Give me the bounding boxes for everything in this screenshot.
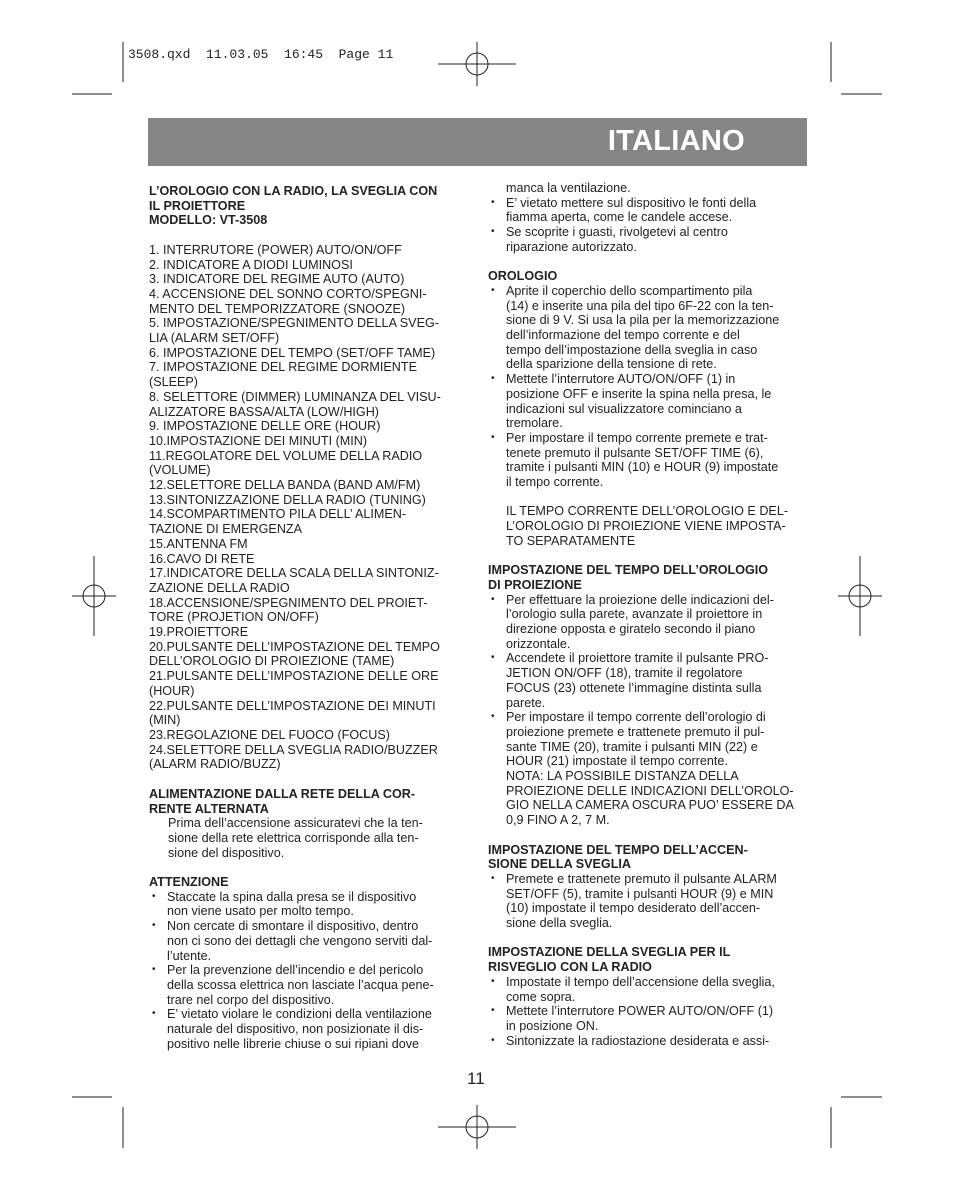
parts-list-line: 17.INDICATORE DELLA SCALA DELLA SINTONIZ- [149, 566, 439, 581]
parts-list-line: 5. IMPOSTAZIONE/SPEGNIMENTO DELLA SVEG- [149, 316, 439, 331]
text-line: sione del dispositivo. [168, 845, 285, 860]
note-line: TO SEPARATAMENTE [506, 533, 636, 548]
parts-list-line: 22.PULSANTE DELL’IMPOSTAZIONE DEI MINUTI [149, 698, 436, 713]
bullet-item [488, 872, 810, 931]
attention-heading: ATTENZIONE [149, 875, 229, 889]
bullet-line: sione della sveglia. [506, 916, 613, 931]
alarm-heading [488, 843, 810, 872]
bullet-line: GIO NELLA CAMERA OSCURA PUO’ ESSERE DA [506, 798, 794, 813]
bullet-line: • Per effettuare la proiezione delle indicazioni del- [506, 592, 774, 607]
heading-line: IMPOSTAZIONE DEL TEMPO DELL’OROLOGIO [488, 563, 769, 578]
bullet-line: 0,9 FINO A 2, 7 M. [506, 813, 610, 828]
bullet-line: fiamma aperta, come le candele accese. [506, 210, 733, 225]
heading-line: DI PROIEZIONE [488, 577, 582, 592]
bullet-line: l’utente. [167, 948, 212, 963]
bullet-line: • Non cercate di smontare il dispositivo, dentro [167, 919, 419, 934]
bullet-line: SET/OFF (5), tramite i pulsanti HOUR (9) e MIN [506, 886, 774, 901]
printer-slug: 3508.qxd 11.03.05 16:45 Page 11 [128, 47, 394, 62]
parts-list-item [149, 552, 469, 567]
bullet-line: tramite i pulsanti MIN (10) e HOUR (9) impostate [506, 460, 779, 475]
parts-list-item [149, 346, 469, 361]
parts-list-line: TAZIONE DI EMERGENZA [149, 522, 303, 537]
bullet-line: l’orologio sulla parete, avanzate il proiettore in [506, 607, 763, 622]
clock-list [488, 284, 810, 490]
parts-list-item [149, 669, 469, 698]
bullet-item [149, 890, 469, 919]
note-line: L’OROLOGIO DI PROIEZIONE VIENE IMPOSTA- [506, 519, 786, 534]
warning-list-continued [488, 196, 810, 255]
bullet-line: • E’ vietato violare le condizioni della ventilazione [167, 1007, 432, 1022]
bullet-line: (14) e inserite una pila del tipo 6F-22 con la ten- [506, 298, 774, 313]
text-line: Prima dell’accensione assicuratevi che la ten- [168, 816, 423, 831]
parts-list-line: (MIN) [149, 713, 181, 728]
bullet-line: • E’ vietato mettere sul dispositivo le fonti della [506, 195, 757, 210]
parts-list-item [149, 478, 469, 493]
heading-line: ALIMENTAZIONE DALLA RETE DELLA COR- [149, 786, 416, 801]
product-title-line: L’OROLOGIO CON LA RADIO, LA SVEGLIA CON [149, 184, 438, 198]
bullet-line: • Premete e trattenete premuto il pulsante ALARM [506, 871, 777, 886]
parts-list-item [149, 625, 469, 640]
parts-list-line: 13.SINTONIZZAZIONE DELLA RADIO (TUNING) [149, 492, 426, 507]
bullet-line: tremolare. [506, 416, 563, 431]
page-number: 11 [467, 1069, 485, 1088]
bullet-line: PROIEZIONE DELLE INDICAZIONI DELL’OROLO- [506, 783, 794, 798]
bullet-line: tempo dell’impostazione della sveglia in caso [506, 342, 758, 357]
parts-list-item [149, 258, 469, 273]
parts-list-line: 1. INTERRUTORE (POWER) AUTO/ON/OFF [149, 242, 402, 257]
parts-list-item [149, 596, 469, 625]
bullet-line: della scossa elettrica non lasciate l’acqua pene- [167, 977, 434, 992]
bullet-line: • Impostate il tempo dell’accensione della sveglia, [506, 974, 775, 989]
parts-list-line: 4. ACCENSIONE DEL SONNO CORTO/SPEGNI- [149, 286, 427, 301]
bullet-line: • Mettete l’interrutore POWER AUTO/ON/OFF (1) [506, 1004, 774, 1019]
left-column [149, 184, 469, 1051]
bullet-line: indicazioni sul visualizzatore cominciano a [506, 401, 742, 416]
parts-list-item [149, 728, 469, 743]
alarm-list [488, 872, 810, 931]
parts-list-item [149, 419, 469, 434]
bullet-line: • Sintonizzate la radiostazione desiderata e assi- [506, 1033, 770, 1048]
parts-list-item [149, 537, 469, 552]
parts-list-line: 19.PROIETTORE [149, 625, 249, 640]
text-line: sione della rete elettrica corrisponde alla ten- [168, 830, 419, 845]
continued-text: manca la ventilazione. [506, 181, 631, 195]
heading-line: SIONE DELLA SVEGLIA [488, 857, 631, 872]
bullet-item [149, 1007, 469, 1051]
parts-list-item [149, 434, 469, 449]
radio-alarm-list [488, 975, 810, 1049]
parts-list-line: 6. IMPOSTAZIONE DEL TEMPO (SET/OFF TAME) [149, 345, 436, 360]
bullet-line: non viene usato per molto tempo. [167, 904, 354, 919]
parts-list-line: LIA (ALARM SET/OFF) [149, 331, 280, 346]
parts-list-line: (SLEEP) [149, 375, 198, 390]
clock-heading: OROLOGIO [488, 269, 558, 284]
parts-list-item [149, 566, 469, 595]
bullet-line: • Accendete il proiettore tramite il pulsante PRO- [506, 651, 769, 666]
parts-list-line: 3. INDICATORE DEL REGIME AUTO (AUTO) [149, 272, 405, 287]
bullet-item [488, 196, 810, 225]
parts-list-line: 9. IMPOSTAZIONE DELLE ORE (HOUR) [149, 419, 381, 434]
bullet-item [488, 372, 810, 431]
parts-list-line: 11.REGOLATORE DEL VOLUME DELLA RADIO [149, 448, 423, 463]
bullet-line: • Per impostare il tempo corrente dell’orologio di [506, 710, 766, 725]
parts-list-line: 20.PULSANTE DELL’IMPOSTAZIONE DEL TEMPO [149, 639, 440, 654]
bullet-line: tenete premuto il pulsante SET/OFF TIME (6), [506, 445, 764, 460]
parts-list-item [149, 316, 469, 345]
power-supply-text [149, 816, 469, 860]
radio-alarm-heading [488, 945, 810, 974]
bullet-item [488, 651, 810, 710]
parts-list-line: TORE (PROJETION ON/OFF) [149, 610, 319, 625]
product-title-line: IL PROIETTORE [149, 198, 246, 213]
bullet-item [488, 431, 810, 490]
clock-note [488, 504, 810, 548]
parts-list-item [149, 699, 469, 728]
bullet-item [488, 975, 810, 1004]
parts-list-line: (VOLUME) [149, 463, 211, 478]
parts-list-item [149, 272, 469, 287]
product-model: MODELLO: VT-3508 [149, 213, 268, 228]
parts-list-line: 23.REGOLAZIONE DEL FUOCO (FOCUS) [149, 728, 390, 742]
bullet-item [488, 593, 810, 652]
parts-list-item [149, 243, 469, 258]
parts-list-item [149, 449, 469, 478]
bullet-line: • Mettete l’interrutore AUTO/ON/OFF (1) in [506, 372, 736, 387]
bullet-item [488, 225, 810, 254]
bullet-line: riparazione autorizzato. [506, 239, 637, 254]
bullet-line: trare nel corpo del dispositivo. [167, 992, 335, 1007]
parts-list-line: 24.SELETTORE DELLA SVEGLIA RADIO/BUZZER [149, 742, 438, 757]
bullet-line: direzione opposta e giratelo secondo il piano [506, 622, 756, 637]
parts-list-item [149, 287, 469, 316]
bullet-line: naturale del dispositivo, non posizionate il dis- [167, 1022, 424, 1037]
parts-list-item [149, 743, 469, 772]
bullet-line: orizzontale. [506, 636, 571, 651]
heading-line: IMPOSTAZIONE DELLA SVEGLIA PER IL [488, 945, 731, 960]
parts-list-line: (ALARM RADIO/BUZZ) [149, 757, 281, 772]
parts-list-line: 7. IMPOSTAZIONE DEL REGIME DORMIENTE [149, 360, 417, 375]
bullet-line: HOUR (21) impostate il tempo corrente. [506, 754, 728, 769]
bullet-item [149, 919, 469, 963]
bullet-item [488, 1004, 810, 1033]
bullet-line: positivo nelle librerie chiuse o sui ripiani dove [167, 1036, 420, 1051]
parts-list-line: 18.ACCENSIONE/SPEGNIMENTO DEL PROIET- [149, 595, 428, 610]
parts-list-line: (HOUR) [149, 683, 195, 698]
bullet-line: • Per impostare il tempo corrente premete e trat- [506, 430, 768, 445]
bullet-line: come sopra. [506, 989, 576, 1004]
parts-list-line: DELL’OROLOGIO DI PROIEZIONE (TAME) [149, 654, 395, 669]
parts-list-line: ALIZZATORE BASSA/ALTA (LOW/HIGH) [149, 404, 379, 419]
parts-list-item [149, 507, 469, 536]
bullet-line: il tempo corrente. [506, 475, 604, 490]
parts-list-line: ZAZIONE DELLA RADIO [149, 580, 290, 595]
parts-list-item [149, 360, 469, 389]
bullet-item [488, 710, 810, 828]
bullet-line: posizione OFF e inserite la spina nella presa, le [506, 386, 772, 401]
parts-list-line: 21.PULSANTE DELL’IMPOSTAZIONE DELLE ORE [149, 669, 439, 684]
bullet-item [488, 284, 810, 372]
power-supply-heading [149, 787, 469, 816]
language-banner [148, 118, 807, 166]
right-column [488, 181, 810, 1048]
parts-list [149, 243, 469, 772]
projection-heading [488, 563, 810, 592]
bullet-line: proiezione premete e trattenete premuto il pul- [506, 724, 765, 739]
bullet-line: JETION ON/OFF (18), tramite il regolatore [506, 666, 743, 681]
heading-line: RISVEGLIO CON LA RADIO [488, 960, 652, 975]
attention-list [149, 890, 469, 1052]
parts-list-line: 14.SCOMPARTIMENTO PILA DELL’ ALIMEN- [149, 507, 407, 522]
parts-list-item [149, 493, 469, 508]
bullet-line: • Aprite il coperchio dello scompartimento pila [506, 283, 753, 298]
product-title [149, 184, 469, 228]
parts-list-line: 8. SELETTORE (DIMMER) LUMINANZA DEL VISU- [149, 389, 441, 404]
parts-list-line: 12.SELETTORE DELLA BANDA (BAND AM/FM) [149, 478, 421, 493]
parts-list-item [149, 640, 469, 669]
bullet-line: non ci sono dei dettagli che vengono serviti dal- [167, 933, 433, 948]
parts-list-line: 2. INDICATORE A DIODI LUMINOSI [149, 257, 353, 272]
bullet-line: • Staccate la spina dalla presa se il dispositivo [167, 889, 417, 904]
projection-list [488, 593, 810, 828]
heading-line: RENTE ALTERNATA [149, 801, 269, 816]
bullet-line: della sparizione della tensione di rete. [506, 357, 717, 372]
heading-line: IMPOSTAZIONE DEL TEMPO DELL’ACCEN- [488, 842, 748, 857]
bullet-item [149, 963, 469, 1007]
bullet-line: sante TIME (20), tramite i pulsanti MIN (22) e [506, 739, 758, 754]
bullet-line: FOCUS (23) ottenete l’immagine distinta sulla [506, 680, 762, 695]
parts-list-item [149, 390, 469, 419]
bullet-line: parete. [506, 695, 546, 710]
bullet-line: (10) impostate il tempo desiderato dell’accen- [506, 901, 761, 916]
note-line: IL TEMPO CORRENTE DELL’OROLOGIO E DEL- [506, 504, 789, 519]
language-title: ITALIANO [607, 125, 745, 157]
parts-list-line: 15.ANTENNA FM [149, 536, 248, 551]
parts-list-line: 10.IMPOSTAZIONE DEI MINUTI (MIN) [149, 433, 368, 448]
bullet-line: NOTA: LA POSSIBILE DISTANZA DELLA [506, 769, 739, 784]
parts-list-line: MENTO DEL TEMPORIZZATORE (SNOOZE) [149, 301, 406, 316]
bullet-line: in posizione ON. [506, 1019, 599, 1033]
bullet-line: sione di 9 V. Si usa la pila per la memorizzazione [506, 313, 780, 328]
bullet-line: • Se scoprite i guasti, rivolgetevi al centro [506, 225, 728, 240]
bullet-line: • Per la prevenzione dell’incendio e del pericolo [167, 963, 424, 978]
bullet-line: dell’informazione del tempo corrente e del [506, 328, 740, 343]
bullet-item [488, 1034, 810, 1049]
parts-list-line: 16.CAVO DI RETE [149, 551, 255, 566]
